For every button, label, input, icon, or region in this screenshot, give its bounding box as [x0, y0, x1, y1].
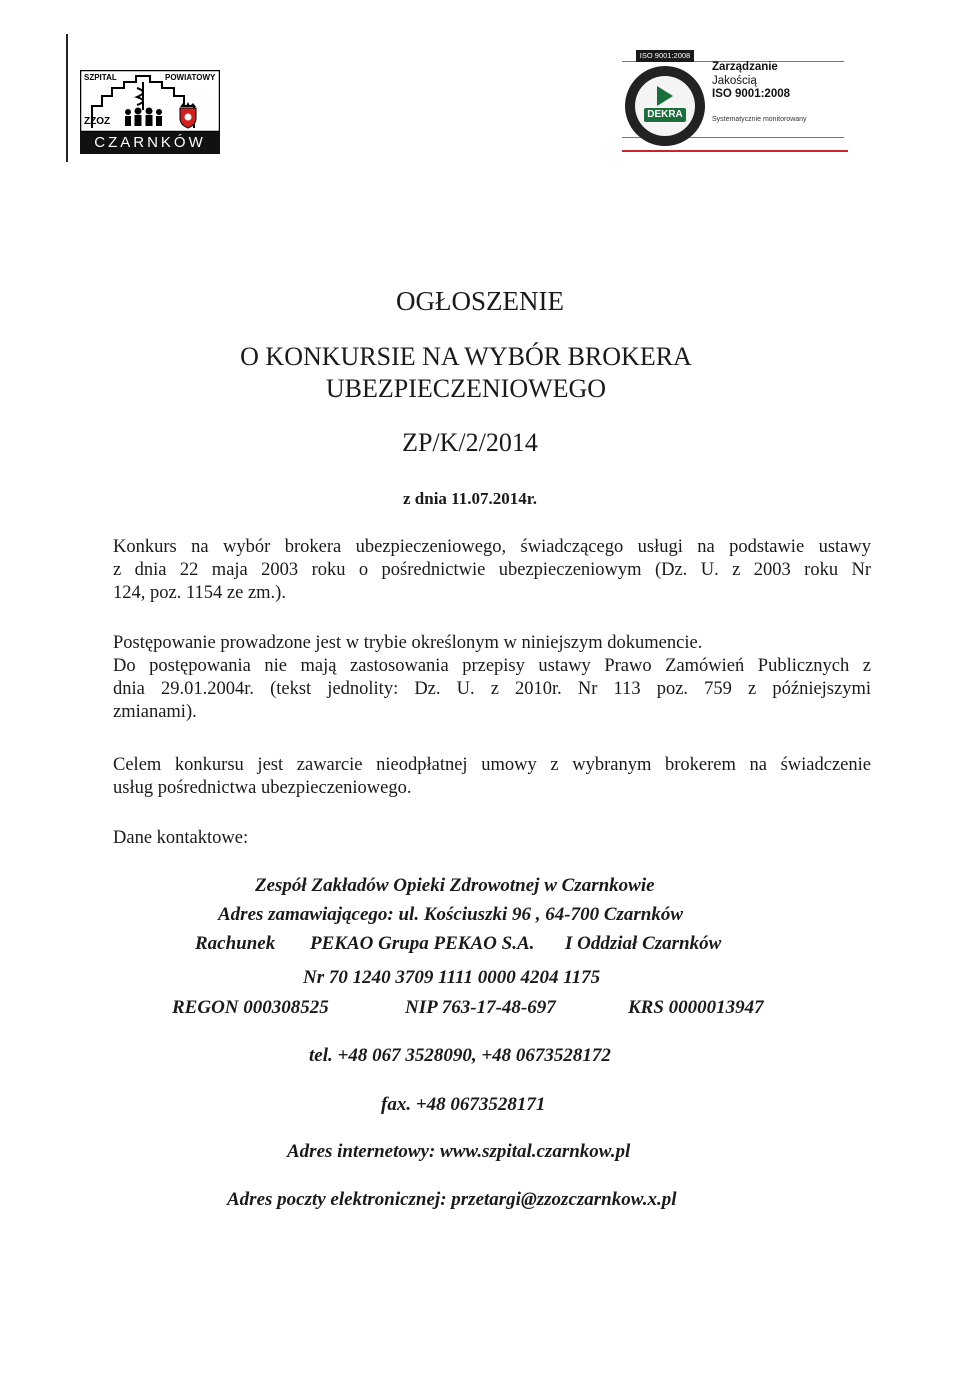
contact-email: Adres poczty elektronicznej: przetargi@zzozczarnkow.x.pl [227, 1189, 677, 1210]
dekra-certificate-badge [622, 50, 708, 150]
logo-label-zzoz: ZZOZ [84, 116, 111, 127]
certificate-line3: ISO 9001:2008 [712, 88, 791, 100]
paragraph-procedure [113, 632, 871, 724]
paragraph-purpose [113, 754, 871, 800]
logo-city-band: CZARNKÓW [80, 132, 220, 154]
contact-nip: NIP 763-17-48-697 [405, 997, 556, 1018]
header-divider-line [66, 34, 68, 162]
contact-account-number: Nr 70 1240 3709 1111 0000 4204 1175 [303, 967, 601, 988]
contact-regon: REGON 000308525 [172, 997, 329, 1018]
certificate-text [712, 61, 790, 102]
paragraph-line: z dnia 22 maja 2003 roku o pośrednictwie ubezpieczeniowym (Dz. U. z 2003 roku Nr [113, 560, 871, 580]
hospital-logo [80, 70, 220, 154]
badge-brand-label: DEKRA [647, 109, 683, 120]
logo-label-powiatowy: POWIATOWY [165, 73, 216, 82]
certificate-line2: Jakością [712, 74, 757, 87]
reference-code: ZP/K/2/2014 [402, 428, 538, 457]
paragraph-line: usług pośrednictwa ubezpieczeniowego. [113, 778, 412, 798]
contact-fax: fax. +48 0673528171 [381, 1094, 546, 1115]
subtitle-line2: UBEZPIECZENIOWEGO [325, 374, 607, 403]
page-title: OGŁOSZENIE [396, 286, 564, 316]
dekra-seal-icon [622, 50, 708, 150]
contact-organization: Zespół Zakładów Opieki Zdrowotnej w Czarnkowie [255, 875, 655, 896]
paragraph-line: Konkurs na wybór brokera ubezpieczeniowego, świadczącego usługi na podstawie ustawy [113, 537, 871, 557]
paragraph-line: dnia 29.01.2004r. (tekst jednolity: Dz. U. z 2010r. Nr 113 poz. 759 z późniejszymi [113, 679, 871, 699]
paragraph-line: Do postępowania nie mają zastosowania przepisy ustawy Prawo Zamówień Publicznych z [113, 656, 871, 676]
paragraph-line: 124, poz. 1154 ze zm.). [113, 583, 286, 603]
contact-address: Adres zamawiającego: ul. Kościuszki 96 , 64-700 Czarnków [218, 904, 684, 925]
contact-phone: tel. +48 067 3528090, +48 0673528172 [309, 1045, 611, 1066]
announcement-date: z dnia 11.07.2014r. [403, 489, 537, 508]
logo-label-szpital: SZPITAL [84, 73, 117, 82]
paragraph-line: zmianami). [113, 702, 197, 722]
contact-branch: I Oddział Czarnków [565, 933, 722, 954]
paragraph-line: Postępowanie prowadzone jest w trybie określonym w niniejszym dokumencie. [113, 633, 703, 653]
subtitle-line1: O KONKURSIE NA WYBÓR BROKERA [240, 342, 692, 371]
contact-bank: PEKAO Grupa PEKAO S.A. [310, 933, 535, 954]
contact-heading: Dane kontaktowe: [113, 828, 249, 848]
contact-account-label: Rachunek [195, 933, 276, 954]
paragraph-line: Celem konkursu jest zawarcie nieodpłatnej umowy z wybranym brokerem na świadczenie [113, 755, 871, 775]
paragraph-intro [113, 536, 871, 605]
certificate-line1: Zarządzanie [712, 61, 778, 73]
badge-iso-label: ISO 9001:2008 [639, 51, 691, 60]
certificate-subline: Systematycznie monitorowany [712, 116, 807, 123]
contact-krs: KRS 0000013947 [628, 997, 764, 1018]
contact-website: Adres internetowy: www.szpital.czarnkow.pl [287, 1141, 631, 1162]
certificate-red-rule [622, 150, 848, 152]
